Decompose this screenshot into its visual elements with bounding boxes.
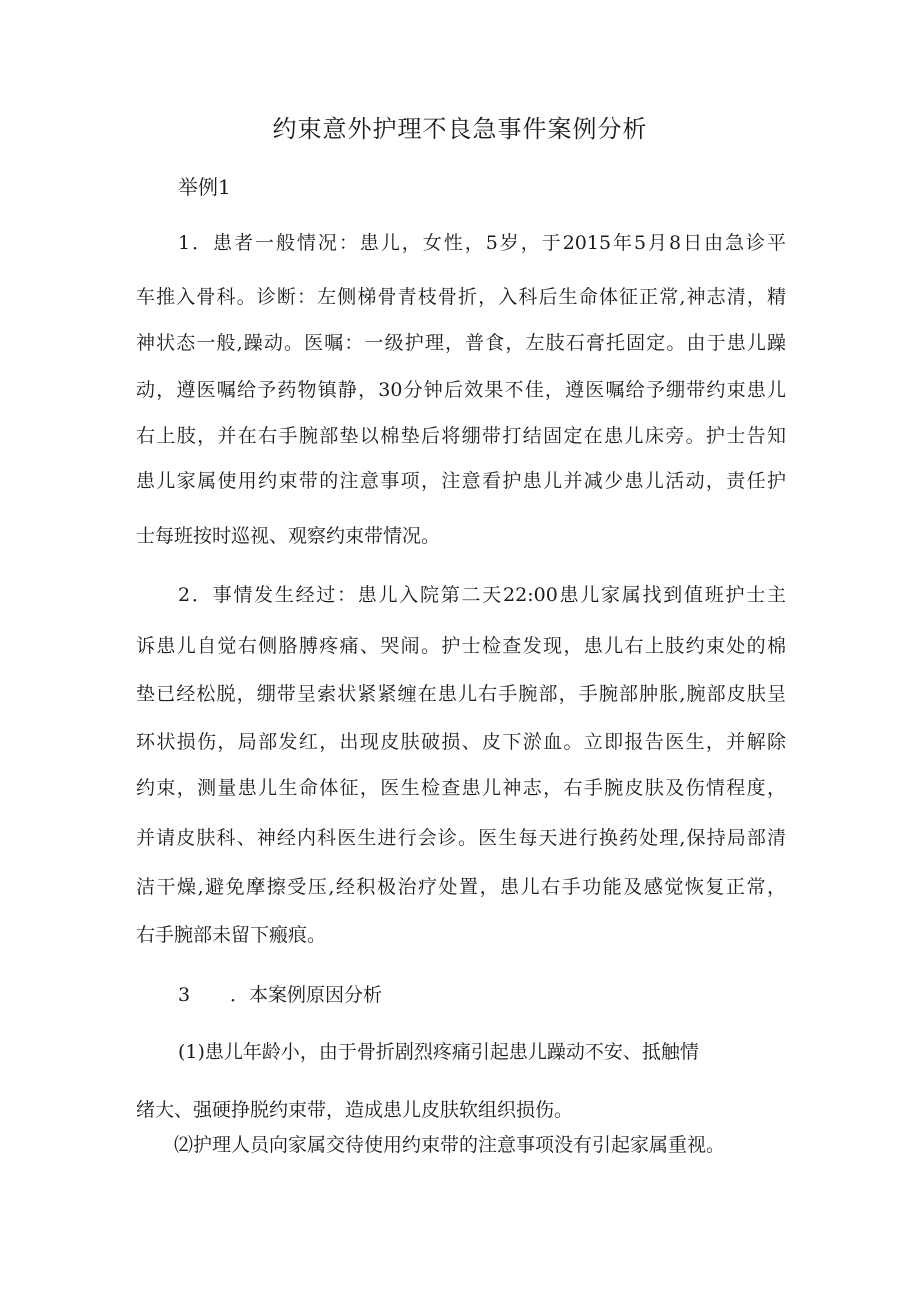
reason-2-line: ⑵护理人员向家属交待使用约束带的注意事项没有引起家属重视。 <box>174 1134 726 1156</box>
section-1-line: 患儿家属使用约束带的注意事项，注意看护患儿并减少患儿活动，责任护 <box>136 470 786 492</box>
section-2-line: 2．事情发生经过：患儿入院第二天22:00患儿家属找到值班护士主 <box>178 584 786 606</box>
section-1-line: 车推入骨科。诊断：左侧梯骨青枝骨折，入科后生命体征正常,神志清，精 <box>136 286 786 308</box>
section-1-line: 士每班按时巡视、观察约束带情况。 <box>136 525 441 547</box>
section-1-line: 动，遵医嘱给予药物镇静，30分钟后效果不佳，遵医嘱给予绷带约束患儿 <box>136 379 786 401</box>
section-2-line: 右手腕部未留下瘢痕。 <box>136 924 327 946</box>
section-1-line: 1．患者一般情况：患儿，女性，5岁，于2015年5月8日由急诊平 <box>178 232 786 254</box>
document-title: 约束意外护理不良急事件案例分析 <box>272 115 648 143</box>
section-1-line: 右上肢，并在右手腕部垫以棉垫后将绷带打结固定在患儿床旁。护士告知 <box>136 425 786 447</box>
reason-1-line: (1)患儿年龄小，由于骨折剧烈疼痛引起患儿躁动不安、抵触情 <box>178 1041 699 1063</box>
example-label: 举例1 <box>178 175 231 199</box>
section-2-line: 约束，测量患儿生命体征，医生检查患儿神志，右手腕皮肤及伤情程度， <box>136 777 786 799</box>
section-2-line: 诉患儿自觉右侧胳膊疼痛、哭闹。护士检查发现，患儿右上肢约束处的棉 <box>136 635 786 657</box>
reason-1-line: 绪大、强硬挣脱约束带，造成患儿皮肤软组织损伤。 <box>136 1099 574 1121</box>
section-2-line: 并请皮肤科、神经内科医生进行会诊。医生每天进行换药处理,保持局部清 <box>136 827 786 849</box>
section-2-line: 环状损伤，局部发红，出现皮肤破损、皮下淤血。立即报告医生，并解除 <box>136 731 786 753</box>
section-3-heading: ．本案例原因分析 <box>230 984 383 1006</box>
section-1-line: 神状态一般,躁动。医嘱：一级护理，普食，左肢石膏托固定。由于患儿躁 <box>136 332 786 354</box>
section-2-line: 垫已经松脱，绷带呈索状紧紧缠在患儿右手腕部，手腕部肿胀,腕部皮肤呈 <box>136 683 786 705</box>
section-2-line: 洁干燥,避免摩擦受压,经积极治疗处置，患儿右手功能及感觉恢复正常， <box>136 876 786 898</box>
section-3-number: 3 <box>178 984 191 1006</box>
